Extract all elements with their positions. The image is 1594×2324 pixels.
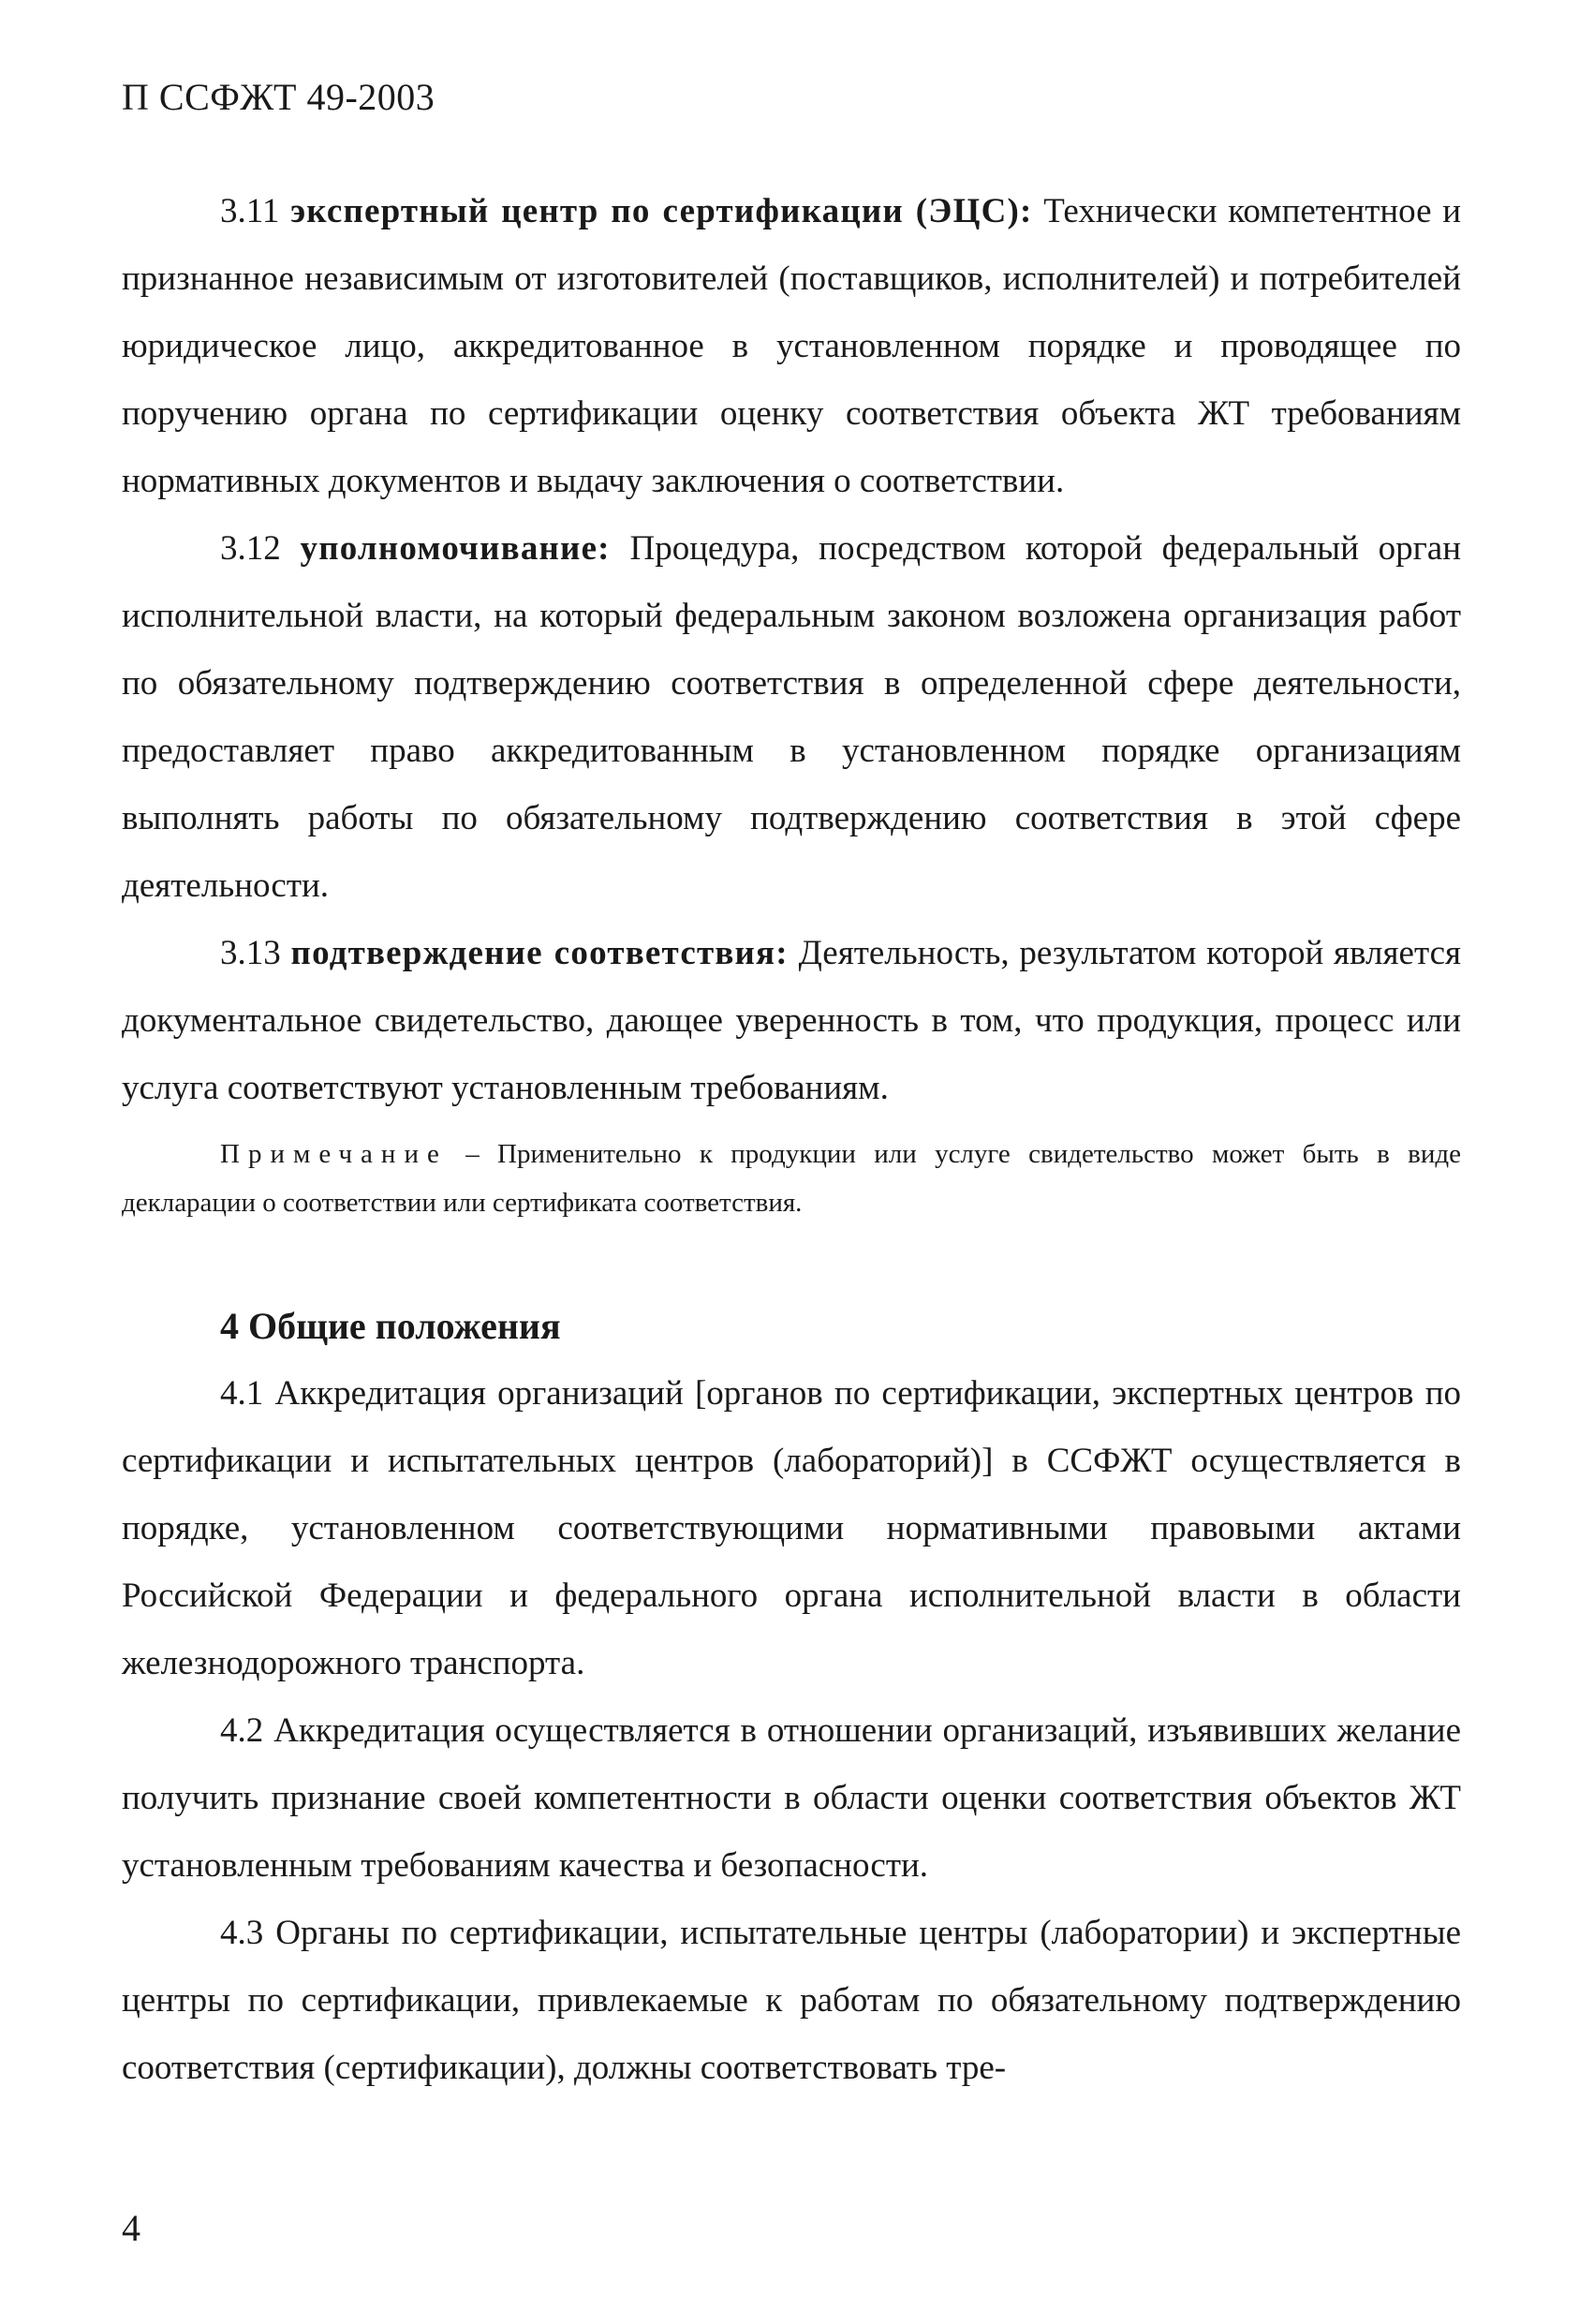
clause-number: 3.11 xyxy=(220,192,280,230)
clause-text: Технически компетентное и признанное независимым от изготовителей (поставщиков, исполнителей) и потребителей юридическое лицо, аккредитованное в установленном порядке и проводящее по поручению органа по сертификации оценку соответствия объекта ЖТ требованиям нормативных документов и выдачу заключения о соответствии. xyxy=(122,192,1462,500)
clause-4-1 xyxy=(122,1360,1461,1697)
clause-4-2 xyxy=(122,1697,1461,1900)
clause-number: 3.12 xyxy=(220,529,281,568)
term-definition-heading: уполномочивание: xyxy=(300,529,611,568)
clause-text: Органы по сертификации, испытательные центры (лаборатории) и экспертные центры по сертификации, привлекаемые к работам по обязательному подтверждению соответствия (сертификации), должны соответствовать тре- xyxy=(122,1914,1462,2087)
clause-number: 3.13 xyxy=(220,934,281,972)
clause-text: Аккредитация осуществляется в отношении организаций, изъявивших желание получить признание своей компетентности в области оценки соответствия объектов ЖТ установленным требованиям качества и безопасности. xyxy=(122,1711,1461,1885)
term-definition-heading: подтверждение соответствия: xyxy=(290,934,789,972)
clause-3-11 xyxy=(122,178,1461,515)
page-number: 4 xyxy=(122,2207,140,2249)
clause-text: Аккредитация организаций [органов по сертификации, экспертных центров по сертификации и испытательных центров (лабораторий)] в ССФЖТ осуществляется в порядке, установленном соответствующими нормативными правовыми актами Российской Федерации и федерального органа исполнительной власти в области железнодорожного транспорта. xyxy=(122,1374,1461,1682)
section-heading: 4 Общие положения xyxy=(220,1305,561,1347)
document-body xyxy=(122,178,1461,2102)
note-text: – Применительно к продукции или услуге свидетельство может быть в виде декларации о соответствии или сертификата соответствия. xyxy=(122,1139,1461,1218)
clause-note xyxy=(122,1130,1461,1227)
clause-number: 4.3 xyxy=(220,1914,264,1952)
document-header: П ССФЖТ 49-2003 xyxy=(122,76,435,118)
clause-3-13 xyxy=(122,920,1461,1122)
clause-number: 4.2 xyxy=(220,1711,264,1750)
clause-4-3 xyxy=(122,1900,1461,2102)
clause-number: 4.1 xyxy=(220,1374,264,1413)
clause-text: Деятельность, результатом которой является документальное свидетельство, дающее уверенность в том, что продукция, процесс или услуга соответствуют установленным требованиям. xyxy=(122,934,1462,1107)
clause-3-12 xyxy=(122,515,1461,920)
term-definition-heading: экспертный центр по сертификации (ЭЦС): xyxy=(290,192,1033,230)
note-label: Примечание xyxy=(220,1139,448,1169)
clause-text: Процедура, посредством которой федеральный орган исполнительной власти, на который федеральным законом возложена организация работ по обязательному подтверждению соответствия в определенной сфере деятельности, предоставляет право аккредитованным в установленном порядке организациям выполнять работы по обязательному подтверждению соответствия в этой сфере деятельности. xyxy=(122,529,1462,905)
